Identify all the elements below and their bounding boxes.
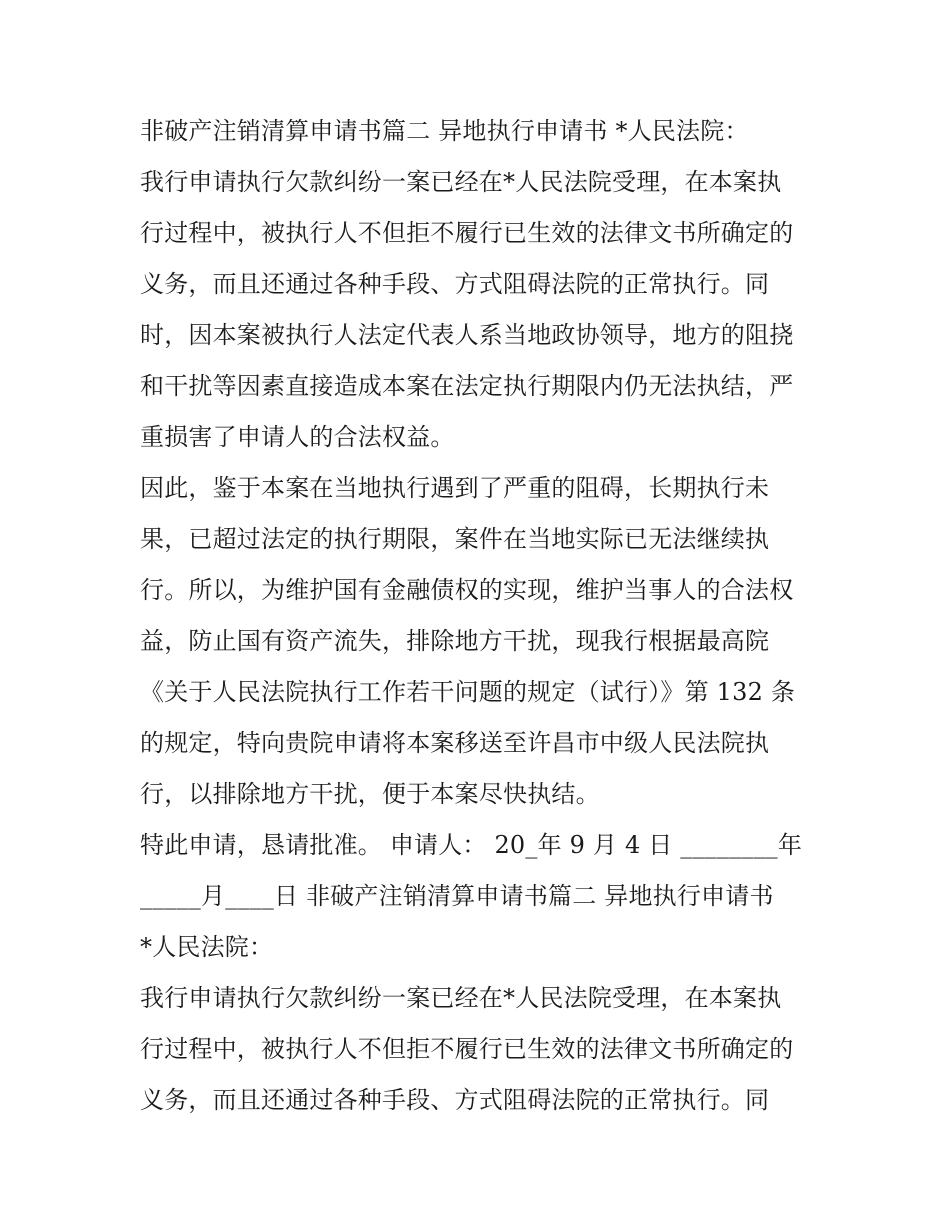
text-line: 行。所以，为维护国有金融债权的实现，维护当事人的合法权 bbox=[140, 576, 794, 604]
text-line: 义务，而且还通过各种手段、方式阻碍法院的正常执行。同 bbox=[140, 1086, 770, 1114]
text-line: 我行申请执行欠款纠纷一案已经在*人民法院受理，在本案执 bbox=[140, 984, 782, 1012]
text-line: 非破产注销清算申请书篇二 异地执行申请书 *人民法院： bbox=[140, 117, 749, 145]
text-line: 特此申请，恳请批准。 申请人： 20_年 9 月 4 日 ________年 bbox=[140, 831, 803, 859]
text-line: 行，以排除地方干扰，便于本案尽快执结。 bbox=[140, 780, 600, 808]
text-line: 和干扰等因素直接造成本案在法定执行期限内仍无法执结，严 bbox=[140, 372, 794, 400]
text-line: 义务，而且还通过各种手段、方式阻碍法院的正常执行。同 bbox=[140, 270, 770, 298]
text-line: 因此，鉴于本案在当地执行遇到了严重的阻碍，长期执行未 bbox=[140, 474, 770, 502]
text-line: 时，因本案被执行人法定代表人系当地政协领导，地方的阻挠 bbox=[140, 321, 794, 349]
text-line: 果，已超过法定的执行期限，案件在当地实际已无法继续执 bbox=[140, 525, 770, 553]
text-line: 行过程中，被执行人不但拒不履行已生效的法律文书所确定的 bbox=[140, 1035, 794, 1063]
text-line: _____月____日 非破产注销清算申请书篇二 异地执行申请书 bbox=[140, 882, 774, 910]
document-body bbox=[140, 106, 820, 1126]
text-line: 的规定，特向贵院申请将本案移送至许昌市中级人民法院执 bbox=[140, 729, 770, 757]
text-line: 益，防止国有资产流失，排除地方干扰，现我行根据最高院 bbox=[140, 627, 770, 655]
text-line: *人民法院： bbox=[140, 933, 274, 961]
text-line: 行过程中，被执行人不但拒不履行已生效的法律文书所确定的 bbox=[140, 219, 794, 247]
text-line: 《关于人民法院执行工作若干问题的规定（试行）》第 132 条 bbox=[140, 678, 796, 706]
text-line: 重损害了申请人的合法权益。 bbox=[140, 423, 455, 451]
text-line: 我行申请执行欠款纠纷一案已经在*人民法院受理，在本案执 bbox=[140, 168, 782, 196]
